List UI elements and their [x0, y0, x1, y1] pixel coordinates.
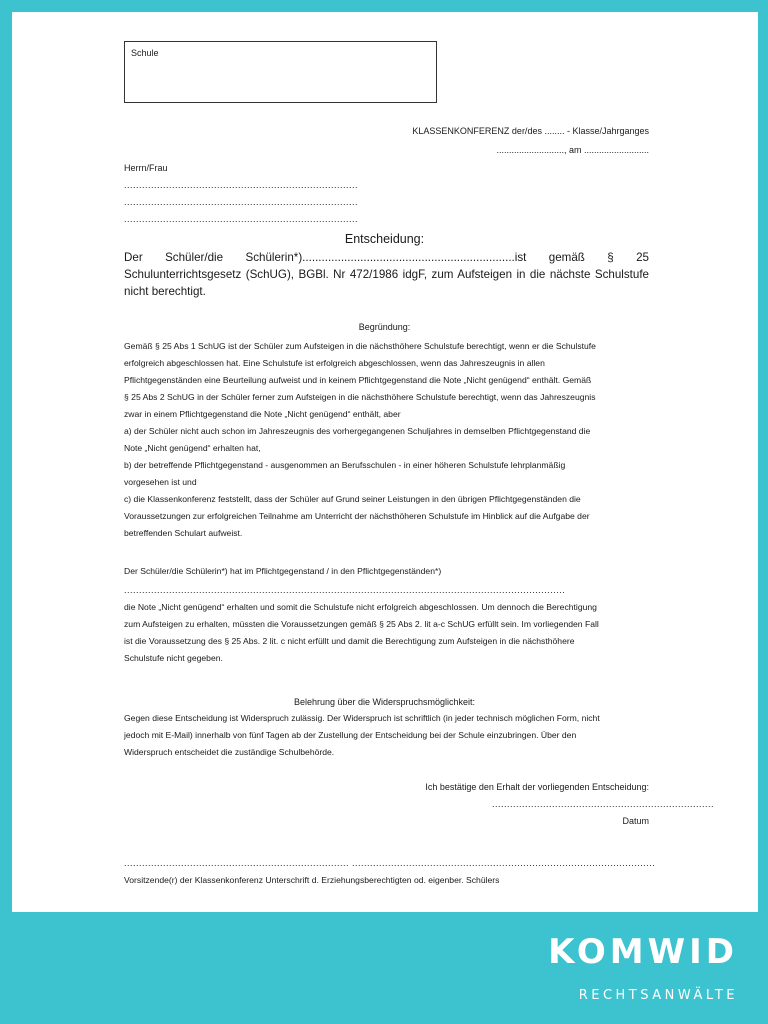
komwid-tagline: RECHTSANWÄLTE: [578, 988, 738, 1003]
signature-dots: ........................................................................... .....................................................................................................: [124, 858, 656, 868]
school-label: Schule: [131, 48, 159, 58]
address-line-1: ..............................................................................: [124, 180, 359, 190]
result-line: ist die Voraussetzung des § 25 Abs. 2 lit. c nicht erfüllt und damit die Berechtigung zum Aufsteigen in die nächsthöhere: [124, 636, 575, 646]
confirm-text: Ich bestätige den Erhalt der vorliegenden Entscheidung:: [425, 782, 649, 792]
reasoning-line: c) die Klassenkonferenz feststellt, dass der Schüler auf Grund seiner Leistungen in den übrigen Pflichtgegenständen die: [124, 494, 581, 504]
reasoning-line: a) der Schüler nicht auch schon im Jahreszeugnis des vorhergegangenen Schuljahres in demselben Pflichtgegenstand die: [124, 426, 591, 436]
date-line: ..........................., am ..........................: [496, 145, 649, 155]
appeal-line: Widerspruch entscheidet die zuständige Schulbehörde.: [124, 747, 335, 757]
result-paragraph: [124, 599, 649, 667]
date-label: Datum: [622, 816, 649, 826]
reasoning-line: § 25 Abs 2 SchUG in der Schüler ferner zum Aufsteigen in die nächsthöhere Schulstufe berechtigt, wenn das Jahreszeugnis: [124, 392, 596, 402]
result-line: die Note „Nicht genügend“ erhalten und somit die Schulstufe nicht erfolgreich abgeschlossen. Um dennoch die Berechtigung: [124, 602, 597, 612]
appeal-title: Belehrung über die Widerspruchsmöglichkeit:: [293, 697, 476, 707]
appeal-line: Gegen diese Entscheidung ist Widerspruch zulässig. Der Widerspruch ist schriftlich (in jeder technisch möglichen Form, nicht: [124, 713, 600, 723]
reasoning-paragraph: [124, 338, 649, 542]
reasoning-line: Note „Nicht genügend“ erhalten hat,: [124, 443, 261, 453]
address-line-2: ..............................................................................: [124, 197, 359, 207]
address-line-3: ..............................................................................: [124, 214, 359, 224]
reasoning-line: Gemäß § 25 Abs 1 SchUG ist der Schüler zum Aufsteigen in die nächsthöhere Schulstufe berechtigt, wenn er die Schulstufe: [124, 341, 596, 351]
appeal-line: jedoch mit E-Mail) innerhalb von fünf Tagen ab der Zustellung der Entscheidung bei der Schule einzubringen. Über den: [124, 730, 577, 740]
reasoning-line: Pflichtgegenständen eine Beurteilung aufweist und in keinem Pflichtgegenstand die Note „Nicht genügend“ enthält. Gemäß: [124, 375, 592, 385]
appeal-paragraph: [124, 710, 649, 761]
reasoning-line: b) der betreffende Pflichtgegenstand - ausgenommen an Berufsschulen - in einer höheren Schulstufe lehrplanmäßig: [124, 460, 566, 470]
school-field-box: [124, 41, 437, 103]
addressee-label: Herrn/Frau: [124, 163, 168, 173]
reasoning-title: Begründung:: [358, 322, 411, 332]
reasoning-line: zwar in einem Pflichtgegenstand die Note „Nicht genügend“ enthält, aber: [124, 409, 401, 419]
result-line: zum Aufsteigen zu erhalten, müssten die Voraussetzungen gemäß § 25 Abs 2. lit a-c SchUG erfüllt sein. Im vorliegenden Fall: [124, 619, 599, 629]
conference-line: KLASSENKONFERENZ der/des ........ - Klasse/Jahrganges: [412, 126, 649, 136]
decision-title: Entscheidung:: [344, 232, 425, 246]
reasoning-line: betreffenden Schulart aufweist.: [124, 528, 243, 538]
reasoning-line: Voraussetzungen zur erfolgreichen Teilnahme am Unterricht der nächsthöheren Schulstufe im Hinblick auf die Aufgabe der: [124, 511, 590, 521]
reasoning-line: vorgesehen ist und: [124, 477, 197, 487]
subject-dots: ...................................................................................................................................................: [124, 585, 566, 595]
document-page: [12, 12, 758, 912]
subject-line: Der Schüler/die Schülerin*) hat im Pflichtgegenstand / in den Pflichtgegenständen*): [124, 566, 442, 576]
confirm-dots: ..........................................................................: [492, 799, 715, 809]
decision-text: Der Schüler/die Schülerin*)..................................................................ist gemäß § 25 Schulunterrichtsgesetz (SchUG), BGBl. Nr 472/1986 idgF, zum Aufsteigen in die nächste Schulstufe nicht berechtigt.: [124, 251, 649, 298]
result-line: Schulstufe nicht gegeben.: [124, 653, 223, 663]
reasoning-line: erfolgreich abgeschlossen hat. Eine Schulstufe ist erfolgreich abgeschlossen, wenn das Jahreszeugnis in allen: [124, 358, 545, 368]
komwid-logo: KOMWID: [548, 932, 738, 972]
signature-label: Vorsitzende(r) der Klassenkonferenz Unterschrift d. Erziehungsberechtigten od. eigenber. Schülers: [124, 875, 500, 885]
